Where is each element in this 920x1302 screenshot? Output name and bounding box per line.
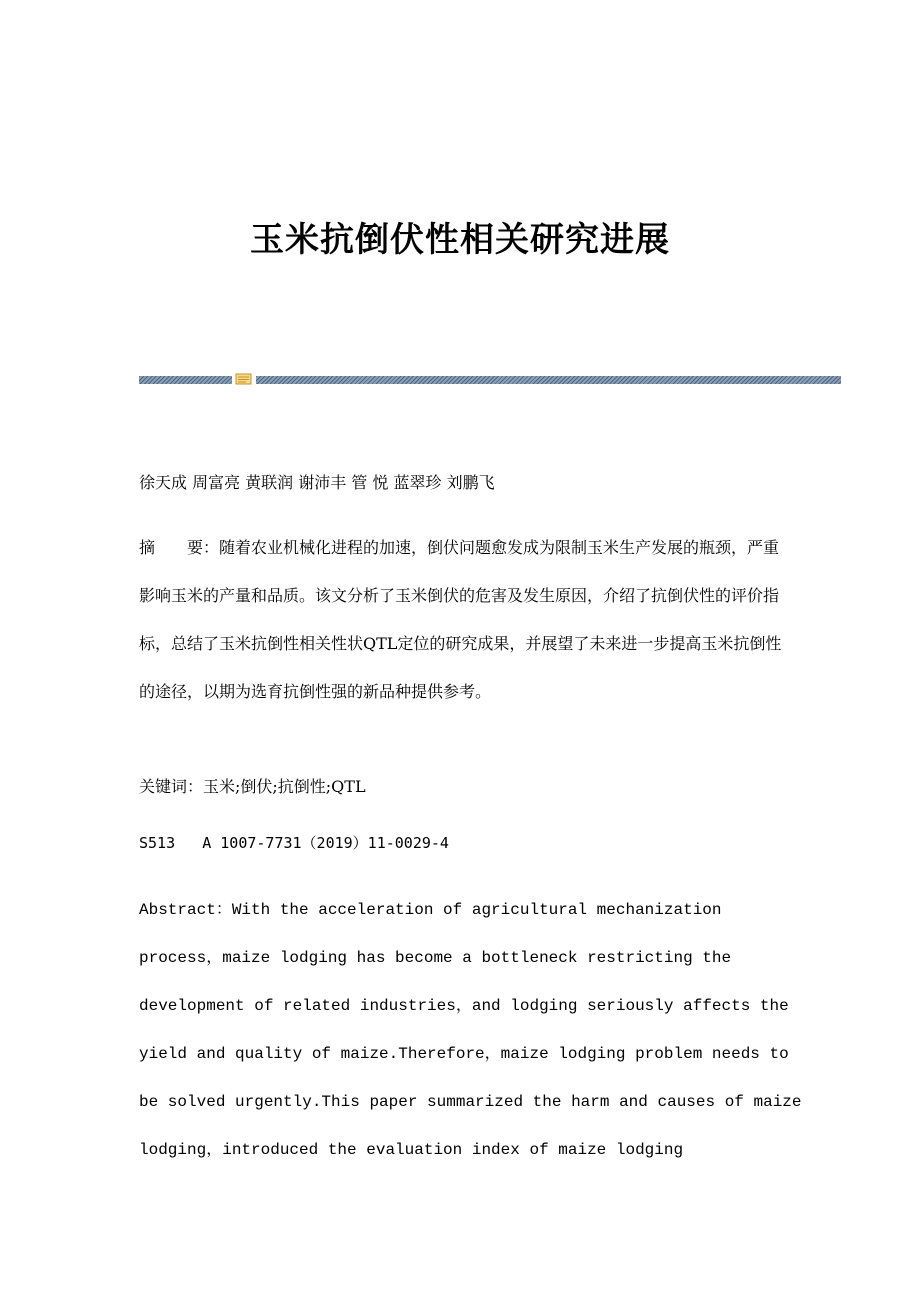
divider-bar-right	[256, 376, 841, 384]
abstract-english-line: development of related industries，and lodging seriously affects the	[139, 997, 789, 1015]
document-emblem-icon	[235, 373, 252, 385]
abstract-english-line: lodging，introduced the evaluation index of maize lodging	[139, 1141, 684, 1159]
keywords-line: 关键词：玉米;倒伏;抗倒性;QTL	[139, 777, 366, 796]
abstract-english-line: be solved urgently.This paper summarized the harm and causes of maize	[139, 1093, 802, 1111]
abstract-english	[139, 886, 802, 1174]
classification-codes: S513 A 1007-7731（2019）11-0029-4	[139, 834, 449, 852]
abstract-english-line: yield and quality of maize.Therefore，maize lodging problem needs to	[139, 1045, 789, 1063]
author-list: 徐天成 周富亮 黄联润 谢沛丰 管 悦 蓝翠珍 刘鹏飞	[139, 473, 495, 492]
abstract-english-line: process，maize lodging has become a bottleneck restricting the	[139, 949, 732, 967]
title-divider	[139, 373, 841, 385]
abstract-chinese-label: 摘 要：	[139, 538, 220, 557]
abstract-chinese-text: 随着农业机械化进程的加速，倒伏问题愈发成为限制玉米生产发展的瓶颈，严重影响玉米的产量和品质。该文分析了玉米倒伏的危害及发生原因，介绍了抗倒伏性的评价指标，总结了玉米抗倒性相关性状QTL定位的研究成果，并展望了未来进一步提高玉米抗倒性的途径，以期为选育抗倒性强的新品种提供参考。	[139, 538, 782, 701]
abstract-chinese	[139, 524, 784, 716]
divider-bar-left	[139, 376, 232, 384]
abstract-english-line: Abstract：With the acceleration of agricultural mechanization	[139, 901, 722, 919]
document-title: 玉米抗倒伏性相关研究进展	[250, 220, 670, 260]
